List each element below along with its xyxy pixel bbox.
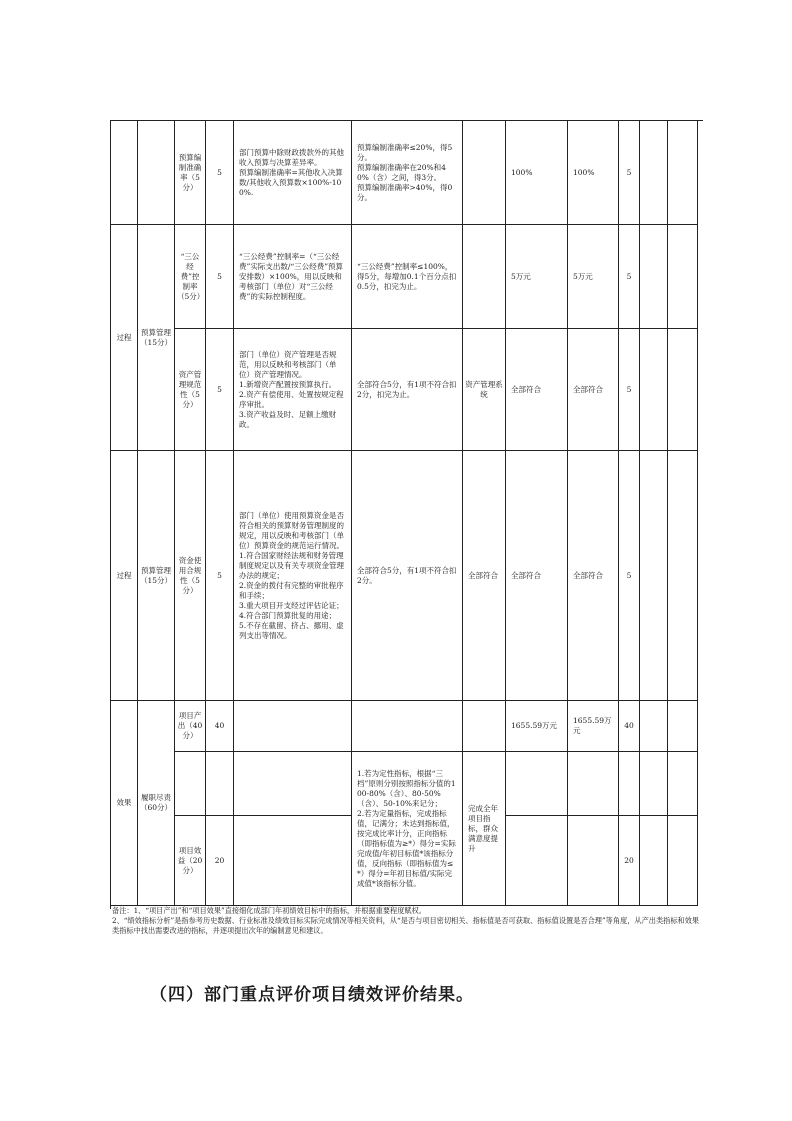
empty-cell (568, 816, 619, 906)
empty-cell (175, 752, 206, 816)
weight-cell: 5 (206, 329, 234, 451)
level1-process: 过程 (111, 451, 138, 701)
output-label-cell: 项目产出（40分） (175, 701, 206, 752)
evaluation-table (110, 120, 703, 909)
weight-cell: 5 (206, 451, 234, 701)
level2-cell: “三公经费”控制率（5分） (175, 225, 206, 329)
empty-cell (640, 121, 668, 225)
target-cell: 全部符合 (506, 451, 568, 701)
output-actual-cell: 1655.59万元 (568, 701, 619, 752)
empty-cell (640, 816, 668, 906)
output-target-cell: 1655.59万元 (506, 701, 568, 752)
empty-cell (668, 451, 698, 701)
actual-cell: 100% (568, 121, 619, 225)
empty-cell (568, 752, 619, 816)
level1-budget-mgmt: 预算管理（15分） (138, 225, 175, 451)
score-cell: 5 (619, 225, 640, 329)
empty-cell (668, 701, 698, 752)
score-cell: 5 (619, 329, 640, 451)
source-cell: 全部符合 (463, 451, 506, 701)
source-cell: 资产管理系统 (463, 329, 506, 451)
empty-cell (640, 451, 668, 701)
criteria-cell: “三公经费”控制率≤100%，得5分，每增加0.1个百分点扣0.5分，扣完为止。 (352, 225, 463, 329)
effect-source-cell: 完成全年项目指标，群众满意度提升 (463, 752, 506, 906)
empty-cell (463, 701, 506, 752)
explanation-cell: 部门预算中除财政拨款外的其他收入预算与决算差异率。 预算编制准确率=其他收入决算数/其他收入预算数×100%-100%. (234, 121, 352, 225)
level1-sub-cell (138, 121, 175, 225)
level2-cell: 资产管理规范性（5分） (175, 329, 206, 451)
criteria-cell: 预算编制准确率≤20%，得5分。 预算编制准确率在20%和40%（含）之间，得3分。 预算编制准确率>40%，得0分。 (352, 121, 463, 225)
weight-cell: 5 (206, 225, 234, 329)
empty-cell (640, 329, 668, 451)
explanation-cell: “三公经费”控制率=（“三公经费”实际支出数/“三公经费”预算安排数）×100%，用以反映和考核部门（单位）对“三公经费”的实际控制程度。 (234, 225, 352, 329)
empty-cell (668, 329, 698, 451)
level2-cell: 资金使用合规性（5分） (175, 451, 206, 701)
output-score-cell: 40 (619, 701, 640, 752)
target-cell: 5万元 (506, 225, 568, 329)
empty-cell (668, 816, 698, 906)
level1-duty: 履职尽责（60分） (138, 701, 175, 906)
empty-cell (352, 701, 463, 752)
empty-cell (640, 701, 668, 752)
empty-cell (668, 752, 698, 816)
effect-label-cell: 项目效益（20分） (175, 816, 206, 906)
criteria-cell: 全部符合5分，有1项不符合扣2分，扣完为止。 (352, 329, 463, 451)
score-cell: 5 (619, 451, 640, 701)
empty-cell (234, 752, 352, 816)
empty-cell (640, 752, 668, 816)
score-cell: 5 (619, 121, 640, 225)
empty-cell (206, 752, 234, 816)
empty-cell (506, 752, 568, 816)
weight-cell: 5 (206, 121, 234, 225)
effect-criteria-cell: 1.若为定性指标，根据“三档”原则分别按照指标分值的100-80%（含）、80-50%（含）、50-10%来记分； 2.若为定量指标，完成指标值，记满分；未达到指标值，按完成比率计分，正向指标（即指标值为≥*）得分=实际完成值/年初目标值*该指标分值，反向指标（即指标值为≤*）得分=年初目标值/实际完成值*该指标分值。 (352, 752, 463, 906)
level1-process: 过程 (111, 225, 138, 451)
source-cell (463, 121, 506, 225)
empty-cell (234, 816, 352, 906)
explanation-cell: 部门（单位）使用预算资金是否符合相关的预算财务管理制度的规定，用以反映和考核部门（单位）预算资金的规范运行情况。 1.符合国家财经法规和财务管理制度规定以及有关专项资金管理办法的规定； 2.资金的拨付有完整的审批程序和手续； 3.重大项目开支经过评估论证； 4.符合部门预算批复的用途； 5.不存在截留、挤占、挪用、虚列支出等情况。 (234, 451, 352, 701)
empty-cell (234, 701, 352, 752)
empty-cell (640, 225, 668, 329)
source-cell (463, 225, 506, 329)
empty-cell (506, 816, 568, 906)
effect-score-cell: 20 (619, 816, 640, 906)
level1-effect: 效果 (111, 701, 138, 906)
empty-cell (668, 121, 698, 225)
effect-weight-cell: 20 (206, 816, 234, 906)
level2-cell: 预算编制准确率（5分） (175, 121, 206, 225)
actual-cell: 5万元 (568, 225, 619, 329)
empty-cell (668, 225, 698, 329)
empty-cell (619, 752, 640, 816)
section-heading: （四）部门重点评价项目绩效评价结果。 (150, 985, 474, 1005)
table-note: 备注：1、“项目产出”和“项目效果”直接细化成部门年初绩效目标中的指标，并根据重要程度赋权。 2、“绩效指标分析”是指参考历史数据、行业标准及绩效目标实际完成情况等相关资料，从“是否与项目密切相关、指标值是否可获取、指标值设置是否合理”等角度，从产出类指标和效果类指标中找出需要改进的指标，并逐项提出次年的编制意见和建议。 (112, 906, 700, 935)
target-cell: 全部符合 (506, 329, 568, 451)
explanation-cell: 部门（单位）资产管理是否规范，用以反映和考核部门（单位）资产管理情况。 1.新增资产配置按预算执行。 2.资产有偿使用、处置按规定程序审批。 3.资产收益及时、足额上缴财政。 (234, 329, 352, 451)
criteria-cell: 全部符合5分，有1项不符合扣2分。 (352, 451, 463, 701)
actual-cell: 全部符合 (568, 329, 619, 451)
output-weight-cell: 40 (206, 701, 234, 752)
level1-budget-mgmt: 预算管理（15分） (138, 451, 175, 701)
actual-cell: 全部符合 (568, 451, 619, 701)
level1-cell (111, 121, 138, 225)
target-cell: 100% (506, 121, 568, 225)
